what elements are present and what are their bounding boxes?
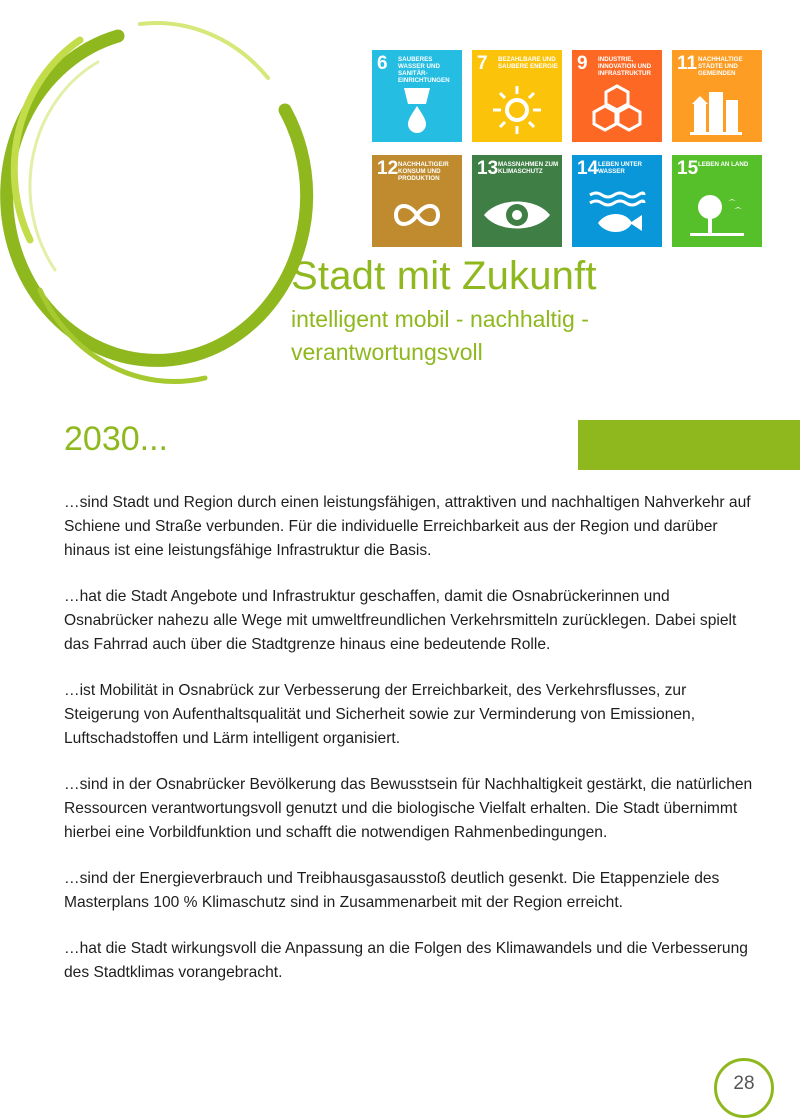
accent-bar xyxy=(578,420,800,470)
sdg-label: LEBEN UNTER WASSER xyxy=(598,161,643,176)
sdg-tile-9 xyxy=(572,50,662,142)
body-text xyxy=(64,491,754,1007)
sdg-tile-15 xyxy=(672,155,762,247)
paragraph: …hat die Stadt wirkungsvoll die Anpassung an die Folgen des Klimawandels und die Verbesserung des Stadtklimas vorangebracht. xyxy=(64,940,748,981)
sdg-number: 14 xyxy=(577,158,599,179)
sdg-tile-7 xyxy=(472,50,562,142)
sdg-label: MASSNAHMEN ZUM KLIMASCHUTZ xyxy=(498,161,559,176)
page-number: 28 xyxy=(733,1073,755,1094)
cubes-icon xyxy=(572,82,662,138)
sdg-number: 15 xyxy=(677,158,699,179)
page-number-badge xyxy=(714,1058,774,1118)
sdg-label: SAUBERES WASSER UND SANITÄR-EINRICHTUNGEN xyxy=(398,56,450,85)
section-heading: 2030... xyxy=(64,420,168,458)
sdg-label: NACHHALTIGE/R KONSUM UND PRODUKTION xyxy=(398,161,449,183)
paragraph: …hat die Stadt Angebote und Infrastruktur geschaffen, damit die Osnabrückerinnen und Osnabrücker nahezu alle Wege mit umweltfreundlichen Verkehrsmitteln zurücklegen. Dabei spielt das Fahrrad auch über die Stadtgrenze hinaus eine bedeutende Rolle. xyxy=(64,588,737,653)
eye-globe-icon xyxy=(472,187,562,243)
sdg-number: 12 xyxy=(377,158,399,179)
page-subtitle: intelligent mobil - nachhaltig - verantwortungsvoll xyxy=(291,306,589,365)
sdg-tile-14 xyxy=(572,155,662,247)
sdg-tile-11 xyxy=(672,50,762,142)
sdg-label: LEBEN AN LAND xyxy=(698,161,749,168)
paragraph: …sind Stadt und Region durch einen leistungsfähigen, attraktiven und nachhaltigen Nahverkehr auf Schiene und Straße verbunden. Für die individuelle Erreichbarkeit aus der Region und darüber hinaus ist eine leistungsfähige Infrastruktur die Basis. xyxy=(64,494,751,559)
sdg-tile-13 xyxy=(472,155,562,247)
fish-icon xyxy=(572,187,662,243)
sdg-number: 11 xyxy=(677,53,698,74)
sdg-tile-12 xyxy=(372,155,462,247)
sdg-label: NACHHALTIGE STÄDTE UND GEMEINDEN xyxy=(698,56,743,78)
sdg-label: BEZAHLBARE UND SAUBERE ENERGIE xyxy=(498,56,558,71)
sun-icon xyxy=(472,82,562,138)
water-drop-icon xyxy=(372,82,462,138)
paragraph: …sind der Energieverbrauch und Treibhausgasausstoß deutlich gesenkt. Die Etappenziele des Masterplans 100 % Klimaschutz sind in Zusammenarbeit mit der Region erreicht. xyxy=(64,870,720,911)
sdg-tile-6 xyxy=(372,50,462,142)
sdg-label: INDUSTRIE, INNOVATION UND INFRASTRUKTUR xyxy=(598,56,652,78)
sdg-number: 7 xyxy=(477,53,488,74)
paragraph: …ist Mobilität in Osnabrück zur Verbesserung der Erreichbarkeit, des Verkehrsflusses, zur Steigerung von Aufenthaltsqualität und Sicherheit sowie zur Verminderung von Emissionen, Luftschadstoffen und Lärm intelligent organisiert. xyxy=(64,682,696,747)
page-title: Stadt mit Zukunft xyxy=(291,254,597,298)
tree-icon xyxy=(672,187,762,243)
city-icon xyxy=(672,82,762,138)
paragraph: …sind in der Osnabrücker Bevölkerung das Bewusstsein für Nachhaltigkeit gestärkt, die natürlichen Ressourcen verantwortungsvoll genutzt und die biologische Vielfalt erhalten. Die Stadt übernimmt hierbei eine Vorbildfunktion und schafft die notwendigen Rahmenbedingungen. xyxy=(64,776,753,841)
infinity-icon xyxy=(372,187,462,243)
sdg-number: 9 xyxy=(577,53,588,74)
sdg-number: 13 xyxy=(477,158,499,179)
sdg-number: 6 xyxy=(377,53,388,74)
